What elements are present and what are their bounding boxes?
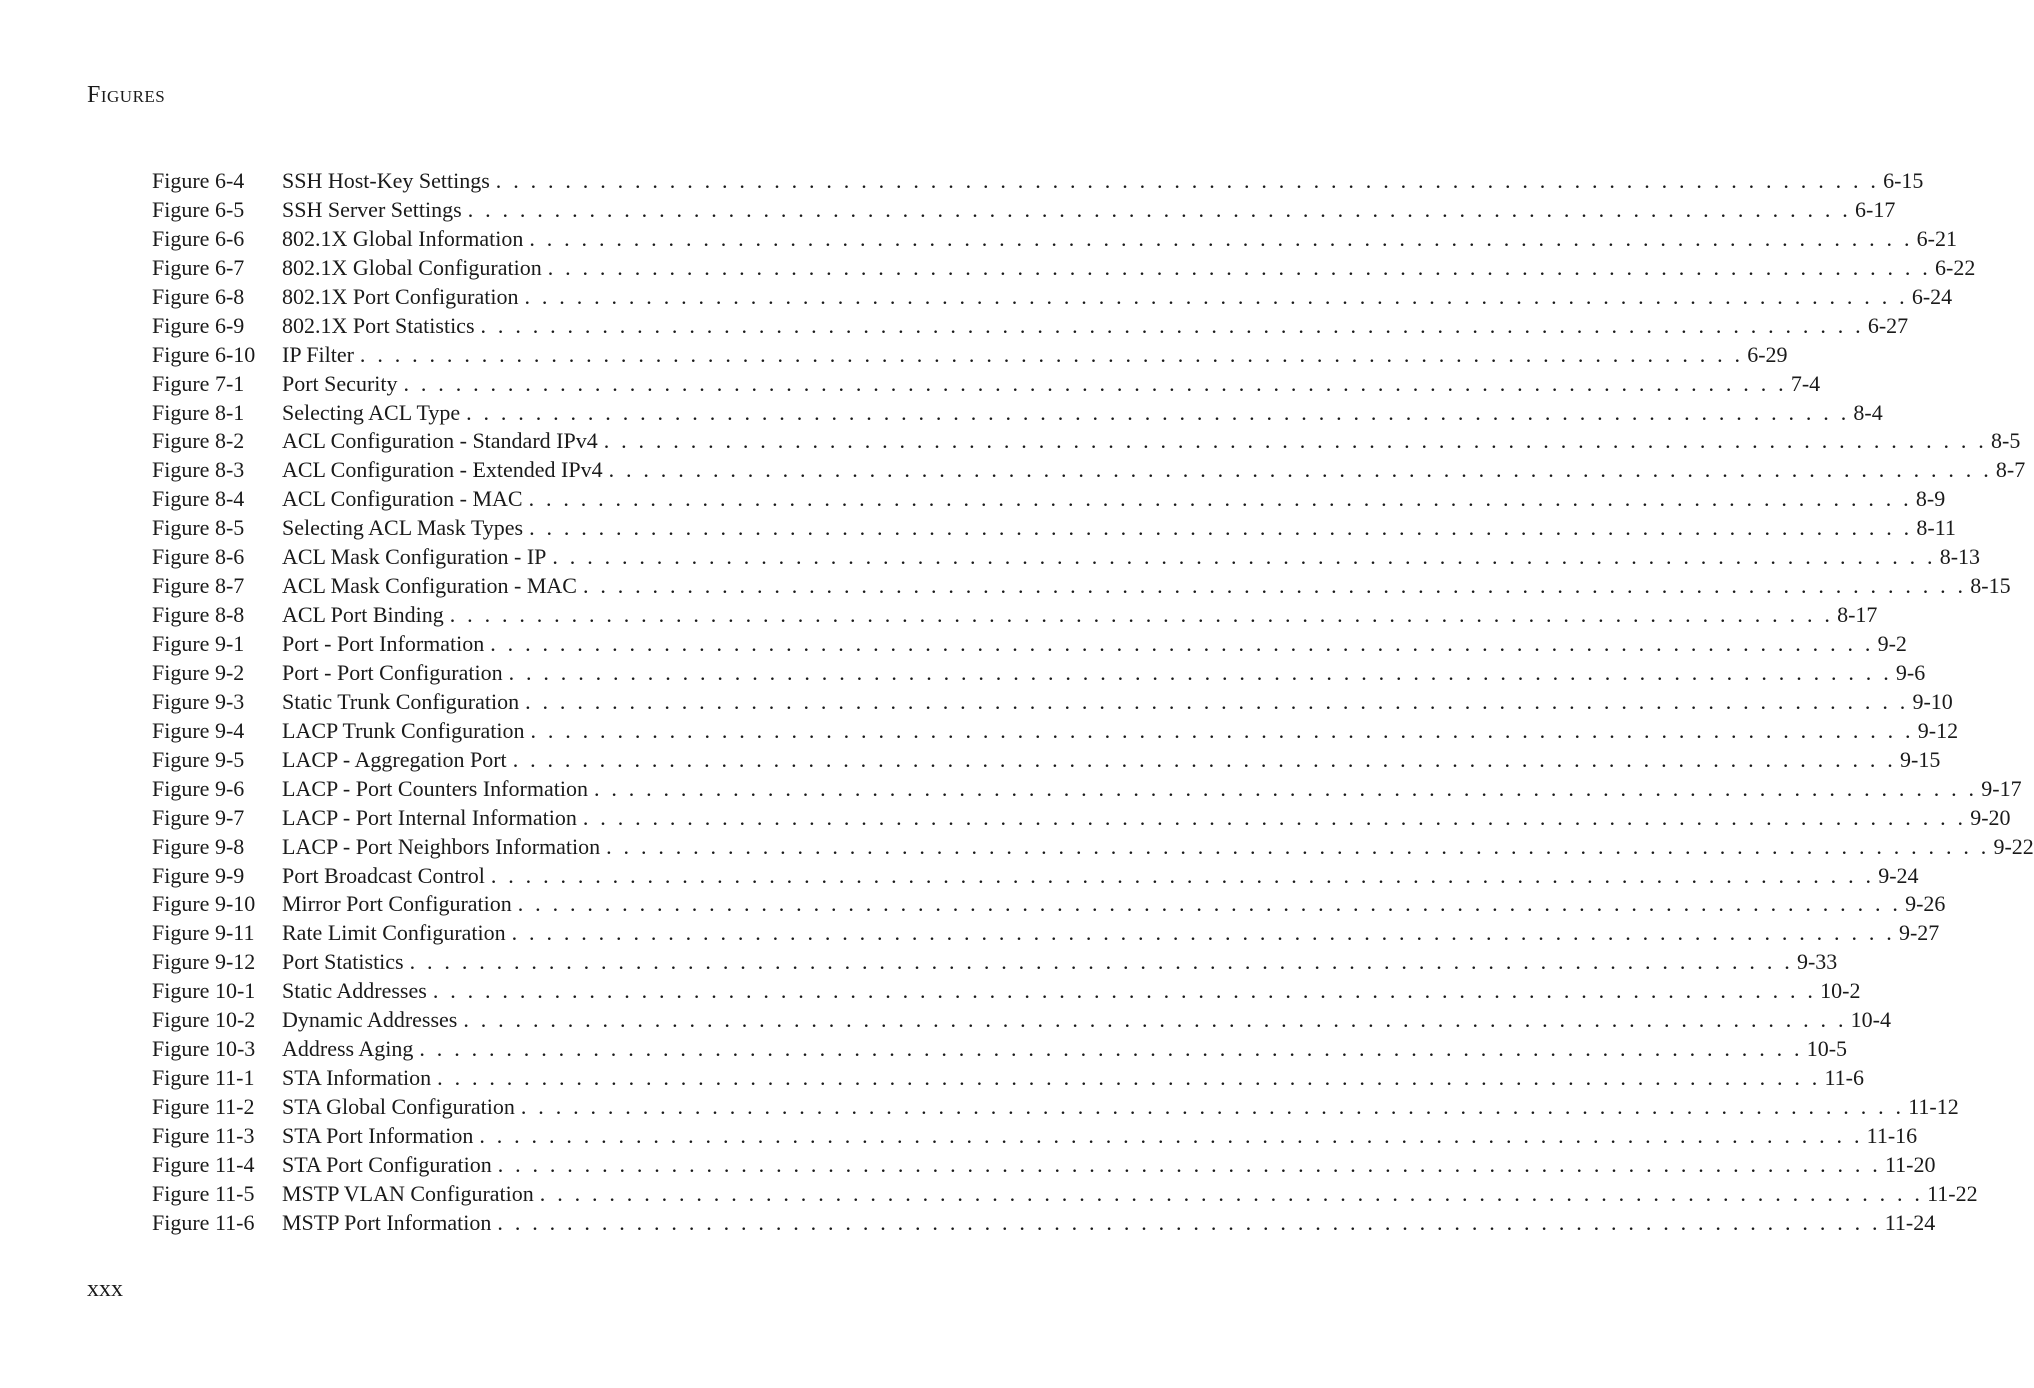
figure-label: Figure 6-8 — [152, 283, 245, 309]
figure-page-number: 11-22 — [1927, 1180, 1978, 1206]
dot-leader: . . . . . . . . . . . . . . . . . . . . . . . . . . . . . . . . . . . . . . . . . . . . . . . . . . . . . . . . . . . . . . . . . . . . . . . . . . . . . . . . — [437, 1065, 1821, 1091]
figure-title: 802.1X Port Configuration — [282, 283, 519, 309]
dot-leader: . . . . . . . . . . . . . . . . . . . . . . . . . . . . . . . . . . . . . . . . . . . . . . . . . . . . . . . . . . . . . . . . . . . . . . . . . . . . . . . . — [403, 370, 1787, 396]
toc-entry[interactable] — [152, 659, 1926, 689]
toc-entry[interactable] — [152, 833, 2034, 863]
dot-leader: . . . . . . . . . . . . . . . . . . . . . . . . . . . . . . . . . . . . . . . . . . . . . . . . . . . . . . . . . . . . . . . . . . . . . . . . . . . . . . . . — [593, 775, 1978, 801]
figure-label: Figure 8-8 — [152, 602, 245, 628]
figure-label: Figure 11-4 — [152, 1151, 255, 1177]
toc-entry[interactable] — [152, 949, 1838, 978]
dot-leader: . . . . . . . . . . . . . . . . . . . . . . . . . . . . . . . . . . . . . . . . . . . . . . . . . . . . . . . . . . . . . . . . . . . . . . . . . . . . . . . . — [529, 225, 1913, 251]
figure-page-number: 6-17 — [1855, 196, 1896, 222]
figure-page-number: 9-15 — [1900, 746, 1941, 772]
figure-page-number: 9-26 — [1905, 891, 1946, 917]
toc-entry[interactable] — [152, 312, 1909, 342]
figure-page-number: 9-20 — [1970, 804, 2011, 830]
figure-title: Port Security — [282, 370, 398, 396]
figure-page-number: 8-11 — [1916, 515, 1956, 541]
figure-page-number: 11-16 — [1866, 1122, 1918, 1148]
toc-entry[interactable] — [152, 573, 2011, 602]
toc-entry[interactable] — [152, 978, 1861, 1007]
toc-entry[interactable] — [152, 196, 1896, 226]
toc-entry[interactable] — [152, 804, 2011, 834]
running-header — [87, 82, 165, 109]
toc-entry[interactable] — [152, 717, 1959, 747]
figure-page-number: 9-17 — [1981, 775, 2022, 801]
dot-leader: . . . . . . . . . . . . . . . . . . . . . . . . . . . . . . . . . . . . . . . . . . . . . . . . . . . . . . . . . . . . . . . . . . . . . . . . . . . . . . . . — [511, 920, 1895, 946]
toc-entry[interactable] — [152, 1209, 1936, 1239]
figure-list — [152, 168, 2034, 1239]
toc-entry[interactable] — [152, 225, 1957, 255]
toc-entry[interactable] — [152, 1065, 1864, 1094]
figure-title: ACL Configuration - MAC — [282, 486, 523, 512]
figure-title: Static Trunk Configuration — [282, 688, 520, 714]
figure-label: Figure 10-2 — [152, 1007, 256, 1033]
figure-label: Figure 9-10 — [152, 891, 256, 917]
figure-label: Figure 9-5 — [152, 746, 245, 772]
figure-page-number: 11-20 — [1885, 1151, 1936, 1177]
figure-label: Figure 7-1 — [152, 370, 245, 396]
dot-leader: . . . . . . . . . . . . . . . . . . . . . . . . . . . . . . . . . . . . . . . . . . . . . . . . . . . . . . . . . . . . . . . . . . . . . . . . . . . . . . . . — [530, 717, 1914, 743]
toc-entry[interactable] — [152, 775, 2022, 805]
toc-entry[interactable] — [152, 486, 1946, 515]
figure-title: ACL Configuration - Extended IPv4 — [282, 457, 603, 483]
dot-leader: . . . . . . . . . . . . . . . . . . . . . . . . . . . . . . . . . . . . . . . . . . . . . . . . . . . . . . . . . . . . . . . . . . . . . . . . . . . . . . . . — [539, 1180, 1924, 1206]
figure-label: Figure 11-6 — [152, 1209, 255, 1235]
figure-title: Port - Port Configuration — [282, 659, 503, 685]
dot-leader: . . . . . . . . . . . . . . . . . . . . . . . . . . . . . . . . . . . . . . . . . . . . . . . . . . . . . . . . . . . . . . . . . . . . . . . . . . . . . . . . — [359, 341, 1744, 367]
figure-page-number: 9-24 — [1878, 862, 1919, 888]
figure-label: Figure 8-5 — [152, 515, 245, 541]
figure-title: 802.1X Global Configuration — [282, 254, 542, 280]
dot-leader: . . . . . . . . . . . . . . . . . . . . . . . . . . . . . . . . . . . . . . . . . . . . . . . . . . . . . . . . . . . . . . . . . . . . . . . . . . . . . . . . — [529, 515, 1913, 541]
dot-leader: . . . . . . . . . . . . . . . . . . . . . . . . . . . . . . . . . . . . . . . . . . . . . . . . . . . . . . . . . . . . . . . . . . . . . . . . . . . . . . . . — [603, 428, 1988, 454]
toc-entry[interactable] — [152, 746, 1941, 776]
figure-label: Figure 9-1 — [152, 631, 245, 656]
toc-entry[interactable] — [152, 341, 1788, 371]
figure-label: Figure 6-7 — [152, 254, 245, 280]
dot-leader: . . . . . . . . . . . . . . . . . . . . . . . . . . . . . . . . . . . . . . . . . . . . . . . . . . . . . . . . . . . . . . . . . . . . . . . . . . . . . . . . — [582, 573, 1967, 599]
toc-entry[interactable] — [152, 862, 1919, 892]
figure-page-number: 6-27 — [1867, 312, 1909, 338]
figure-title: 802.1X Global Information — [282, 225, 524, 251]
figure-label: Figure 6-10 — [152, 341, 256, 367]
figure-page-number: 9-27 — [1898, 920, 1940, 946]
figure-label: Figure 8-3 — [152, 457, 245, 483]
toc-entry[interactable] — [152, 399, 1883, 429]
figure-label: Figure 10-1 — [152, 978, 256, 1004]
figure-page-number: 9-2 — [1877, 631, 1907, 656]
figure-page-number: 9-6 — [1895, 659, 1926, 685]
figure-label: Figure 9-6 — [152, 775, 245, 801]
figure-label: Figure 6-4 — [152, 168, 245, 193]
figure-title: LACP - Aggregation Port — [282, 746, 507, 772]
figure-label: Figure 9-12 — [152, 949, 256, 975]
figure-title: STA Global Configuration — [282, 1094, 515, 1119]
figure-label: Figure 10-3 — [152, 1036, 256, 1062]
page-number: xxx — [87, 1276, 123, 1302]
figure-title: Address Aging — [282, 1036, 414, 1062]
figure-page-number: 7-4 — [1790, 370, 1821, 396]
figure-page-number: 10-2 — [1820, 978, 1861, 1004]
figure-title: LACP - Port Neighbors Information — [282, 833, 601, 859]
dot-leader: . . . . . . . . . . . . . . . . . . . . . . . . . . . . . . . . . . . . . . . . . . . . . . . . . . . . . . . . . . . . . . . . . . . . . . . . . . . . . . . . — [497, 1209, 1881, 1235]
dot-leader: . . . . . . . . . . . . . . . . . . . . . . . . . . . . . . . . . . . . . . . . . . . . . . . . . . . . . . . . . . . . . . . . . . . . . . . . . . . . . . . . — [520, 1094, 1905, 1119]
dot-leader: . . . . . . . . . . . . . . . . . . . . . . . . . . . . . . . . . . . . . . . . . . . . . . . . . . . . . . . . . . . . . . . . . . . . . . . . . . . . . . . . — [463, 1007, 1847, 1033]
dot-leader: . . . . . . . . . . . . . . . . . . . . . . . . . . . . . . . . . . . . . . . . . . . . . . . . . . . . . . . . . . . . . . . . . . . . . . . . . . . . . . . . — [606, 833, 1990, 859]
figure-label: Figure 6-5 — [152, 196, 245, 222]
figure-page-number: 9-22 — [1993, 833, 2034, 859]
dot-leader: . . . . . . . . . . . . . . . . . . . . . . . . . . . . . . . . . . . . . . . . . . . . . . . . . . . . . . . . . . . . . . . . . . . . . . . . . . . . . . . . — [480, 312, 1864, 338]
figure-page-number: 11-24 — [1884, 1209, 1936, 1235]
figure-title: STA Port Information — [282, 1122, 474, 1148]
figure-label: Figure 8-4 — [152, 486, 245, 512]
dot-leader: . . . . . . . . . . . . . . . . . . . . . . . . . . . . . . . . . . . . . . . . . . . . . . . . . . . . . . . . . . . . . . . . . . . . . . . . . . . . . . . . — [466, 399, 1850, 425]
figure-label: Figure 9-4 — [152, 717, 245, 743]
figure-page-number: 6-24 — [1911, 283, 1953, 309]
figure-label: Figure 9-2 — [152, 659, 245, 685]
dot-leader: . . . . . . . . . . . . . . . . . . . . . . . . . . . . . . . . . . . . . . . . . . . . . . . . . . . . . . . . . . . . . . . . . . . . . . . . . . . . . . . . — [467, 196, 1851, 222]
figure-label: Figure 8-1 — [152, 399, 245, 425]
figure-label: Figure 8-7 — [152, 573, 245, 599]
dot-leader: . . . . . . . . . . . . . . . . . . . . . . . . . . . . . . . . . . . . . . . . . . . . . . . . . . . . . . . . . . . . . . . . . . . . . . . . . . . . . . . . — [479, 1122, 1863, 1148]
figure-label: Figure 9-8 — [152, 833, 245, 859]
toc-entry[interactable] — [152, 1007, 1891, 1036]
figure-title: SSH Server Settings — [282, 196, 462, 222]
figure-page-number: 9-33 — [1796, 949, 1838, 975]
figure-page-number: 8-13 — [1939, 544, 1981, 570]
figure-page-number: 8-7 — [1995, 457, 2026, 483]
toc-entry[interactable] — [152, 457, 2026, 486]
figure-label: Figure 6-6 — [152, 225, 245, 251]
figure-title: ACL Mask Configuration - IP — [282, 544, 547, 570]
toc-entry[interactable] — [152, 544, 1981, 573]
toc-entry[interactable] — [152, 515, 1956, 544]
dot-leader: . . . . . . . . . . . . . . . . . . . . . . . . . . . . . . . . . . . . . . . . . . . . . . . . . . . . . . . . . . . . . . . . . . . . . . . . . . . . . . . . — [449, 602, 1834, 628]
toc-entry[interactable] — [152, 920, 1940, 949]
figure-label: Figure 11-2 — [152, 1094, 255, 1119]
figure-title: SSH Host-Key Settings — [282, 168, 490, 193]
dot-leader: . . . . . . . . . . . . . . . . . . . . . . . . . . . . . . . . . . . . . . . . . . . . . . . . . . . . . . . . . . . . . . . . . . . . . . . . . . . . . . . . — [495, 168, 1880, 193]
figure-title: Selecting ACL Mask Types — [282, 515, 524, 541]
figure-title: 802.1X Port Statistics — [282, 312, 475, 338]
toc-entry[interactable] — [152, 1180, 1978, 1210]
figure-title: LACP - Port Internal Information — [282, 804, 577, 830]
toc-entry[interactable] — [152, 1036, 1848, 1065]
dot-leader: . . . . . . . . . . . . . . . . . . . . . . . . . . . . . . . . . . . . . . . . . . . . . . . . . . . . . . . . . . . . . . . . . . . . . . . . . . . . . . . . — [517, 891, 1902, 917]
figure-page-number: 10-4 — [1850, 1007, 1891, 1033]
toc-entry[interactable] — [152, 370, 1821, 400]
figure-page-number: 11-12 — [1908, 1094, 1959, 1119]
dot-leader: . . . . . . . . . . . . . . . . . . . . . . . . . . . . . . . . . . . . . . . . . . . . . . . . . . . . . . . . . . . . . . . . . . . . . . . . . . . . . . . . — [524, 283, 1908, 309]
figure-label: Figure 9-9 — [152, 862, 245, 888]
figure-title: Mirror Port Configuration — [282, 891, 512, 917]
figure-page-number: 9-12 — [1917, 717, 1959, 743]
figure-title: MSTP Port Information — [282, 1209, 492, 1235]
figure-label: Figure 6-9 — [152, 312, 245, 338]
dot-leader: . . . . . . . . . . . . . . . . . . . . . . . . . . . . . . . . . . . . . . . . . . . . . . . . . . . . . . . . . . . . . . . . . . . . . . . . . . . . . . . . — [508, 659, 1892, 685]
toc-entry[interactable] — [152, 1094, 1959, 1123]
dot-leader: . . . . . . . . . . . . . . . . . . . . . . . . . . . . . . . . . . . . . . . . . . . . . . . . . . . . . . . . . . . . . . . . . . . . . . . . . . . . . . . . — [552, 544, 1936, 570]
toc-entry[interactable] — [152, 1122, 1918, 1152]
figure-page-number: 6-15 — [1883, 168, 1924, 193]
figure-label: Figure 9-11 — [152, 920, 255, 946]
figure-title: Dynamic Addresses — [282, 1007, 458, 1033]
figure-title: STA Port Configuration — [282, 1151, 492, 1177]
figure-title: IP Filter — [282, 341, 354, 367]
dot-leader: . . . . . . . . . . . . . . . . . . . . . . . . . . . . . . . . . . . . . . . . . . . . . . . . . . . . . . . . . . . . . . . . . . . . . . . . . . . . . . . . — [497, 1151, 1881, 1177]
toc-entry[interactable] — [152, 168, 1924, 197]
toc-entry[interactable] — [152, 254, 1976, 284]
dot-leader: . . . . . . . . . . . . . . . . . . . . . . . . . . . . . . . . . . . . . . . . . . . . . . . . . . . . . . . . . . . . . . . . . . . . . . . . . . . . . . . . — [525, 688, 1909, 714]
figure-label: Figure 11-1 — [152, 1065, 255, 1091]
figure-title: Port Statistics — [282, 949, 404, 975]
dot-leader: . . . . . . . . . . . . . . . . . . . . . . . . . . . . . . . . . . . . . . . . . . . . . . . . . . . . . . . . . . . . . . . . . . . . . . . . . . . . . . . . — [512, 746, 1896, 772]
figure-title: Port - Port Information — [282, 631, 485, 656]
toc-entry[interactable] — [152, 428, 2021, 457]
figure-label: Figure 9-3 — [152, 688, 245, 714]
figure-title: Port Broadcast Control — [282, 862, 485, 888]
figure-title: ACL Configuration - Standard IPv4 — [282, 428, 598, 454]
figure-page-number: 11-6 — [1824, 1065, 1864, 1091]
dot-leader: . . . . . . . . . . . . . . . . . . . . . . . . . . . . . . . . . . . . . . . . . . . . . . . . . . . . . . . . . . . . . . . . . . . . . . . . . . . . . . . . — [490, 631, 1874, 656]
figure-page-number: 8-4 — [1853, 399, 1883, 425]
toc-entry[interactable] — [152, 602, 1878, 631]
toc-entry[interactable] — [152, 891, 1946, 920]
figure-title: MSTP VLAN Configuration — [282, 1180, 534, 1206]
figure-title: ACL Port Binding — [282, 602, 444, 628]
figure-title: Rate Limit Configuration — [282, 920, 506, 946]
dot-leader: . . . . . . . . . . . . . . . . . . . . . . . . . . . . . . . . . . . . . . . . . . . . . . . . . . . . . . . . . . . . . . . . . . . . . . . . . . . . . . . . — [582, 804, 1967, 830]
figure-title: LACP - Port Counters Information — [282, 775, 588, 801]
figure-page-number: 8-5 — [1991, 428, 2021, 454]
toc-entry[interactable] — [152, 283, 1953, 313]
figure-page-number: 8-9 — [1915, 486, 1946, 512]
figure-label: Figure 9-7 — [152, 804, 245, 830]
section-title: Figures — [87, 82, 166, 108]
figure-label: Figure 8-2 — [152, 428, 245, 454]
figure-page-number: 8-17 — [1837, 602, 1878, 628]
figure-label: Figure 8-6 — [152, 544, 245, 570]
figure-title: ACL Mask Configuration - MAC — [282, 573, 577, 599]
dot-leader: . . . . . . . . . . . . . . . . . . . . . . . . . . . . . . . . . . . . . . . . . . . . . . . . . . . . . . . . . . . . . . . . . . . . . . . . . . . . . . . . — [419, 1036, 1803, 1062]
figure-title: Selecting ACL Type — [282, 399, 461, 425]
figure-title: Static Addresses — [282, 978, 427, 1004]
dot-leader: . . . . . . . . . . . . . . . . . . . . . . . . . . . . . . . . . . . . . . . . . . . . . . . . . . . . . . . . . . . . . . . . . . . . . . . . . . . . . . . . — [432, 978, 1817, 1004]
dot-leader: . . . . . . . . . . . . . . . . . . . . . . . . . . . . . . . . . . . . . . . . . . . . . . . . . . . . . . . . . . . . . . . . . . . . . . . . . . . . . . . . — [528, 486, 1912, 512]
dot-leader: . . . . . . . . . . . . . . . . . . . . . . . . . . . . . . . . . . . . . . . . . . . . . . . . . . . . . . . . . . . . . . . . . . . . . . . . . . . . . . . . — [490, 862, 1875, 888]
dot-leader: . . . . . . . . . . . . . . . . . . . . . . . . . . . . . . . . . . . . . . . . . . . . . . . . . . . . . . . . . . . . . . . . . . . . . . . . . . . . . . . . — [608, 457, 1992, 483]
figure-title: STA Information — [282, 1065, 432, 1091]
figure-label: Figure 11-5 — [152, 1180, 255, 1206]
figure-page-number: 9-10 — [1912, 688, 1953, 714]
figure-page-number: 8-15 — [1970, 573, 2011, 599]
toc-entry[interactable] — [152, 1151, 1936, 1181]
figure-page-number: 6-21 — [1916, 225, 1957, 251]
toc-entry[interactable] — [152, 688, 1953, 718]
figure-page-number: 6-29 — [1747, 341, 1788, 367]
figure-label: Figure 11-3 — [152, 1122, 255, 1148]
figure-page-number: 6-22 — [1935, 254, 1976, 280]
dot-leader: . . . . . . . . . . . . . . . . . . . . . . . . . . . . . . . . . . . . . . . . . . . . . . . . . . . . . . . . . . . . . . . . . . . . . . . . . . . . . . . . — [547, 254, 1932, 280]
toc-entry[interactable] — [152, 631, 1907, 660]
figure-page-number: 10-5 — [1806, 1036, 1848, 1062]
figure-title: LACP Trunk Configuration — [282, 717, 525, 743]
dot-leader: . . . . . . . . . . . . . . . . . . . . . . . . . . . . . . . . . . . . . . . . . . . . . . . . . . . . . . . . . . . . . . . . . . . . . . . . . . . . . . . . — [409, 949, 1793, 975]
